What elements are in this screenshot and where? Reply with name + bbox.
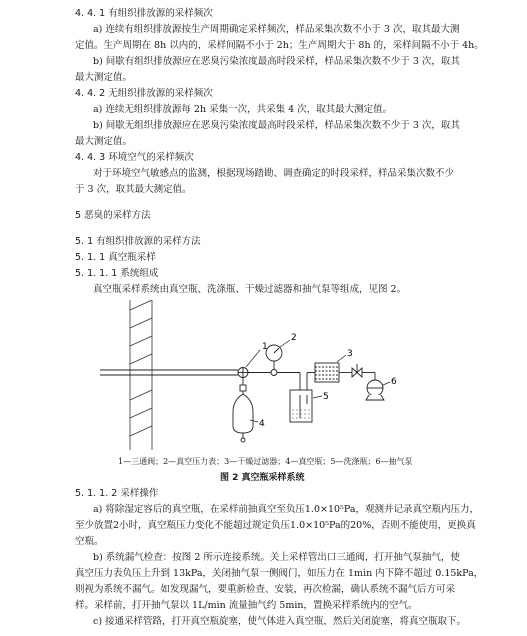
figure-label-1: 1 (262, 342, 268, 352)
vacuum-gauge (266, 345, 282, 376)
section-heading-5-1-1-2: 5. 1. 1. 2 采样操作 (75, 488, 159, 499)
suction-pump (366, 380, 384, 400)
section-heading-4-4-3: 4. 4. 3 环境空气的采样频次 (75, 152, 194, 163)
paragraph-line: 样。采样前，打开抽气泵以 1L/min 流量抽气约 5min，置换采样系统内的空气。 (75, 600, 418, 611)
vacuum-bottle (233, 385, 253, 442)
drying-filter (315, 363, 339, 382)
figure-label-2: 2 (291, 333, 297, 343)
paragraph-line: 则视为系统不漏气。如发现漏气，要重新检查、安装，再次检漏，确认系统不漏气后方可采 (75, 584, 456, 595)
section-heading-4-4-2: 4. 4. 2 无组织排放源的采样频次 (75, 88, 213, 99)
paragraph-line: 最大测定值。 (75, 136, 133, 147)
paragraph-line: b) 系统漏气检查：按图 2 所示连接系统。关上采样管出口三通阀，打开抽气泵抽气，使 (93, 552, 460, 563)
paragraph-line: a) 连续有组织排放源按生产周期确定采样频次，样品采集次数不小于 3 次，取其最大测 (93, 24, 460, 35)
paragraph-line: 真空压力表负压上升到 13kPa，关闭抽气泵一侧阀门，如压力在 1min 内下降不超过 0.15kPa， (75, 568, 484, 579)
figure-legend: 1—三通阀；2—真空压力表；3—干燥过滤器；4—真空瓶；5—洗涤瓶；6—抽气泵 (118, 457, 413, 466)
paragraph-line: 空瓶。 (75, 536, 104, 547)
washing-bottle (290, 390, 312, 422)
paragraph-line: 定值。生产周期在 8h 以内的，采样间隔不小于 2h；生产周期大于 8h 的，采样间隔不小于 4h。 (75, 40, 484, 51)
paragraph-line: 对于环境空气敏感点的监测，根据现场踏勘、调查确定的时段采样，样品采集次数不少 (93, 168, 455, 179)
figure-label-4: 4 (259, 419, 265, 429)
paragraph-line: b) 间歇无组织排放源应在恶臭污染浓度最高时段采样，样品采集次数不少于 3 次，取其 (93, 120, 460, 131)
paragraph-line: c) 接通采样管路，打开真空瓶旋塞，使气体进入真空瓶，然后关闭旋塞，将真空瓶取下。 (93, 616, 467, 627)
section-heading-5-1-1-1: 5. 1. 1. 1 系统组成 (75, 268, 159, 279)
pump-valve (352, 364, 362, 377)
figure-label-5: 5 (323, 392, 329, 402)
section-heading-5-1: 5. 1 有组织排放源的采样方法 (75, 236, 201, 247)
paragraph-line: 真空瓶采样系统由真空瓶、洗涤瓶、干燥过滤器和抽气泵等组成，见图 2。 (93, 284, 407, 295)
paragraph-line: a) 将除湿定容后的真空瓶，在采样前抽真空至负压1.0×10⁵Pa，观测并记录真空瓶内压力， (93, 504, 479, 515)
section-heading-5-1-1: 5. 1. 1 真空瓶采样 (75, 252, 156, 263)
paragraph-line: a) 连续无组织排放源每 2h 采集一次，共采集 4 次，取其最大测定值。 (93, 104, 393, 115)
section-heading-4-4-1: 4. 4. 1 有组织排放源的采样频次 (75, 8, 213, 19)
paragraph-line: 于 3 次，取其最大测定值。 (75, 184, 192, 195)
paragraph-line: 最大测定值。 (75, 72, 133, 83)
paragraph-line: 至少放置2小时，真空瓶压力变化不能超过规定负压1.0×10⁵Pa的20%，否则不能使用，更换真 (75, 520, 476, 531)
figure-vacuum-bottle-system (0, 300, 527, 455)
figure-title: 图 2 真空瓶采样系统 (220, 473, 305, 483)
section-heading-5: 5 恶臭的采样方法 (75, 210, 151, 221)
paragraph-line: b) 间歇有组织排放源应在恶臭污染浓度最高时段采样，样品采集次数不少于 3 次，取其 (93, 56, 460, 67)
figure-label-6: 6 (391, 377, 397, 387)
figure-label-3: 3 (347, 349, 353, 359)
three-way-valve (238, 368, 248, 386)
